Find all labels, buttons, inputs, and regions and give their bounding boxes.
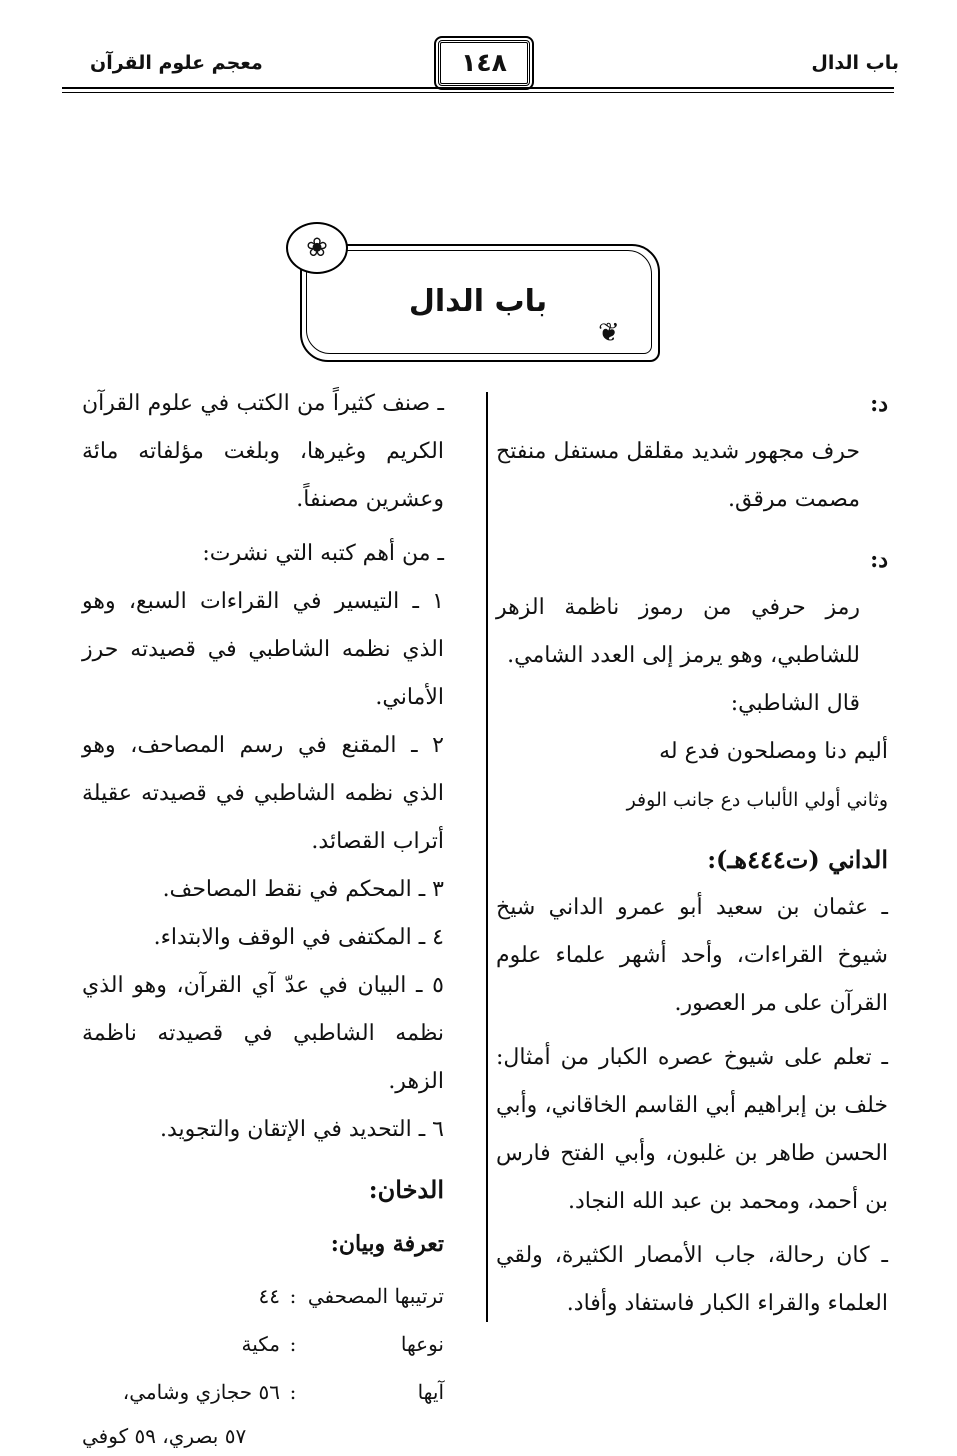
left-column [82,380,444,1456]
book-list-item: ٢ ـ المقنع في رسم المصاحف، وهو الذي نظمه الشاطبي في قصيدته عقيلة أتراب القصائد. [82,733,444,854]
entry-term: د: [870,547,888,573]
entry-definition: رمز حرفي من رموز ناظمة الزهر للشاطبي، وهو يرمز إلى العدد الشامي. [496,595,860,668]
running-header-book-title: معجم علوم القرآن [90,52,263,74]
quote-intro: قال الشاطبي: [730,691,860,716]
info-value: ٤٤ [258,1284,280,1308]
entry-paragraph: ـ كان رحالة، جاب الأمصار الكثيرة، ولقي العلماء والقراء الكبار فاستفاد وأفاد. [496,1243,888,1316]
info-separator: : [289,1284,297,1308]
info-key: آيها [417,1380,444,1404]
verse-line: أليم دنا ومصلحون فدع له [659,739,888,764]
info-separator: : [289,1332,297,1356]
section-title: باب الدال [408,284,548,319]
info-row [82,1272,444,1320]
entry-paragraph: ـ صنف كثيراً من الكتب في علوم القرآن الكريم وغيرها، وبلغت مؤلفاته مائة وعشرين مصنفاً. [82,391,444,512]
verse-line: وثاني أولي الألباب دع جانب الوفر [626,789,888,811]
header-rule [62,87,894,93]
column-divider [486,392,488,1322]
page-number: ١٤٨ [438,40,530,86]
entry-term: د: [870,391,888,417]
floral-corner-icon: ❦ [598,318,620,348]
sub-heading: تعرفة وبيان: [330,1231,444,1257]
info-value: مكية [241,1332,280,1356]
book-list-item: ٦ ـ التحديد في الإتقان والتجويد. [159,1117,444,1142]
surah-info-table [82,1272,444,1416]
floral-ornament-icon: ❀ [286,222,348,274]
running-header-chapter: باب الدال [811,52,899,74]
entry-paragraph: ـ من أهم كتبه التي نشرت: [202,541,444,566]
info-value: ٥٦ حجازي وشامي، [122,1380,280,1404]
info-key: ترتيبها المصحفي [307,1284,444,1308]
info-row [82,1368,444,1416]
entry-heading: الدخان: [368,1175,444,1204]
right-column [496,380,888,1328]
book-list-item: ٥ ـ البيان في عدّ آي القرآن، وهو الذي نظمه الشاطبي في قصيدته ناظمة الزهر. [82,973,444,1094]
book-list-item: ٤ ـ المكتفى في الوقف والابتداء. [153,925,444,950]
info-key: نوعها [400,1332,444,1356]
book-list-item: ٣ ـ المحكم في نقط المصاحف. [162,877,444,902]
book-list-item: ١ ـ التيسير في القراءات السبع، وهو الذي نظمه الشاطبي في قصيدته حرز الأماني. [82,589,444,710]
entry-paragraph: ـ عثمان بن سعيد أبو عمرو الداني شيخ شيوخ القراءات، وأحد أشهر علماء علوم القرآن على مر العصور. [496,895,888,1016]
info-row [82,1320,444,1368]
info-continuation: ٥٧ بصري، ٥٩ كوفي [82,1424,247,1448]
entry-paragraph: ـ تعلم على شيوخ عصره الكبار من أمثال: خلف بن إبراهيم أبي القاسم الخاقاني، وأبي الحسن طاهر بن غلبون، وأبي الفتح فارس بن أحمد، ومحمد بن عبد الله النجاد. [496,1045,888,1214]
info-separator: : [289,1380,297,1404]
entry-heading: الداني (ت٤٤٤هـ): [707,845,888,874]
entry-definition: حرف مجهور شديد مقلقل مستفل منفتح مصمت مرقق. [496,439,860,512]
